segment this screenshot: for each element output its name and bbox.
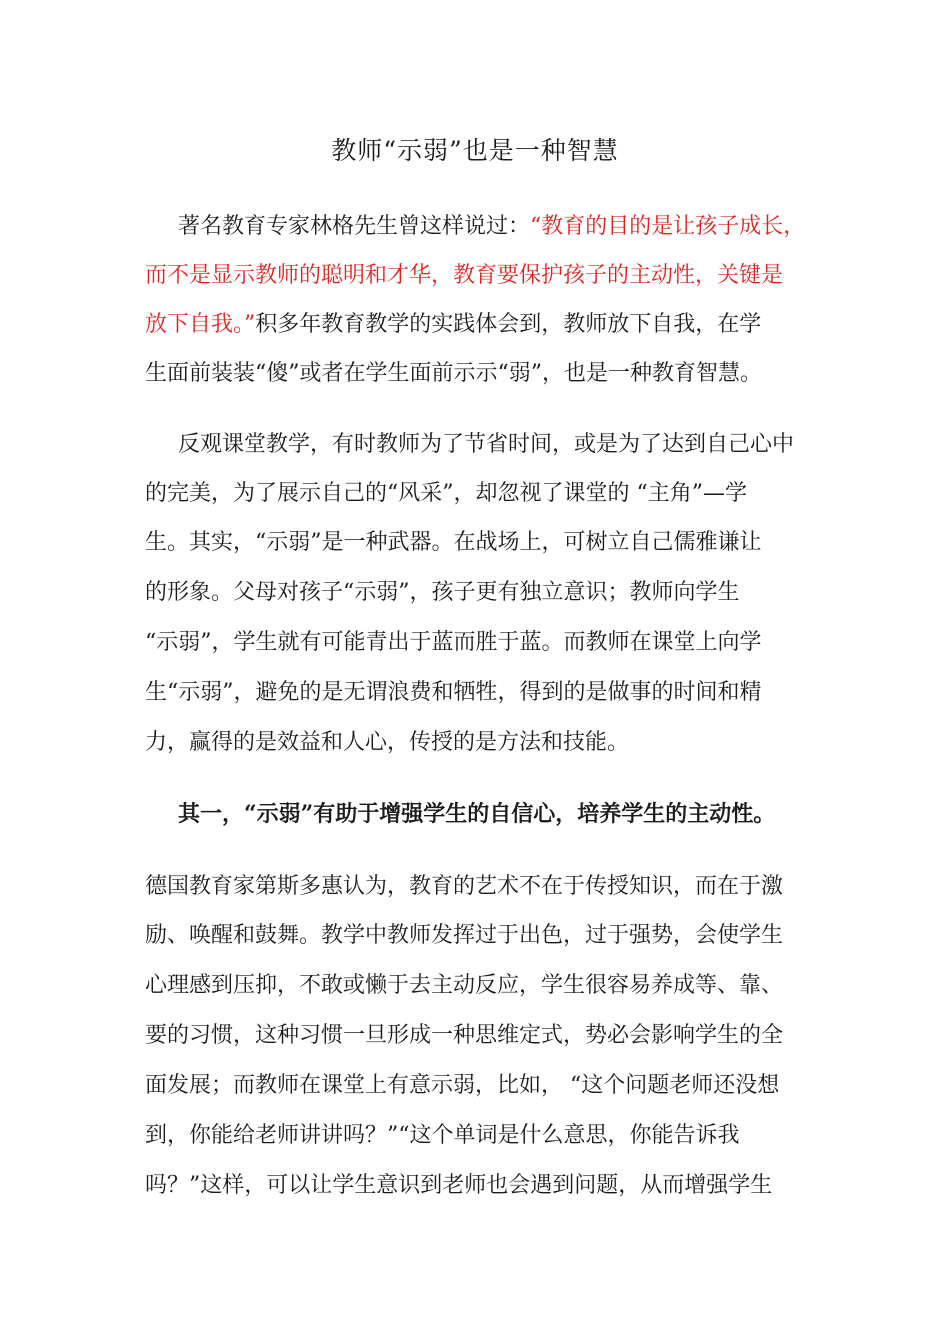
p1-quote-part-2: 而不是显示教师的聪明和才华，教育要保护孩子的主动性，关键是: [145, 263, 784, 288]
p1-line-4: 生面前装装“傻”或者在学生面前示示“弱”，也是一种教育智慧。: [145, 361, 762, 386]
p1-line-3-text: 积多年教育教学的实践体会到，教师放下自我，在学: [255, 312, 762, 337]
p2-line-6: 生“示弱”，避免的是无谓浪费和牺牲，得到的是做事的时间和精: [145, 680, 762, 705]
document-title: 教师“示弱”也是一种智慧: [331, 136, 619, 165]
p2-line-4: 的形象。父母对孩子“示弱”，孩子更有独立意识；教师向学生: [145, 580, 740, 605]
p1-line-3: [145, 308, 761, 342]
p3-line-1: 德国教育家第斯多惠认为，教育的艺术不在于传授知识，而在于激: [145, 874, 784, 899]
p2-line-1: 反观课堂教学，有时教师为了节省时间，或是为了达到自己心中: [178, 432, 795, 457]
p3-line-6: 到，你能给老师讲讲吗？”“这个单词是什么意思，你能告诉我: [145, 1123, 740, 1148]
p2-line-5: “示弱”，学生就有可能青出于蓝而胜于蓝。而教师在课堂上向学: [145, 630, 762, 655]
p1-quote-part-3: 放下自我。”: [145, 312, 256, 337]
p1-line-1-text: 著名教育专家林格先生曾这样说过：: [178, 214, 531, 239]
p2-line-2: 的完美，为了展示自己的“风采”，却忽视了课堂的 “主角”—学: [145, 481, 747, 506]
p1-quote-part-1: “教育的目的是让孩子成长，: [530, 214, 806, 239]
p3-line-4: 要的习惯，这种习惯一旦形成一种思维定式，势必会影响学生的全: [145, 1023, 784, 1048]
p1-line-1: [178, 210, 805, 244]
section-heading-1: 其一，“示弱”有助于增强学生的自信心，培养学生的主动性。: [178, 801, 776, 827]
p3-line-2: 励、唤醒和鼓舞。教学中教师发挥过于出色，过于强势，会使学生: [145, 923, 784, 948]
p2-line-7: 力，赢得的是效益和人心，传授的是方法和技能。: [145, 730, 630, 755]
p3-line-7: 吗？”这样，可以让学生意识到老师也会遇到问题，从而增强学生: [145, 1173, 773, 1198]
p3-line-3: 心理感到压抑，不敢或懒于去主动反应，学生很容易养成等、靠、: [145, 973, 784, 998]
p2-line-3: 生。其实，“示弱”是一种武器。在战场上，可树立自己儒雅谦让: [145, 530, 762, 555]
p3-line-5: 面发展；而教师在课堂上有意示弱，比如， “这个问题老师还没想: [145, 1073, 780, 1098]
